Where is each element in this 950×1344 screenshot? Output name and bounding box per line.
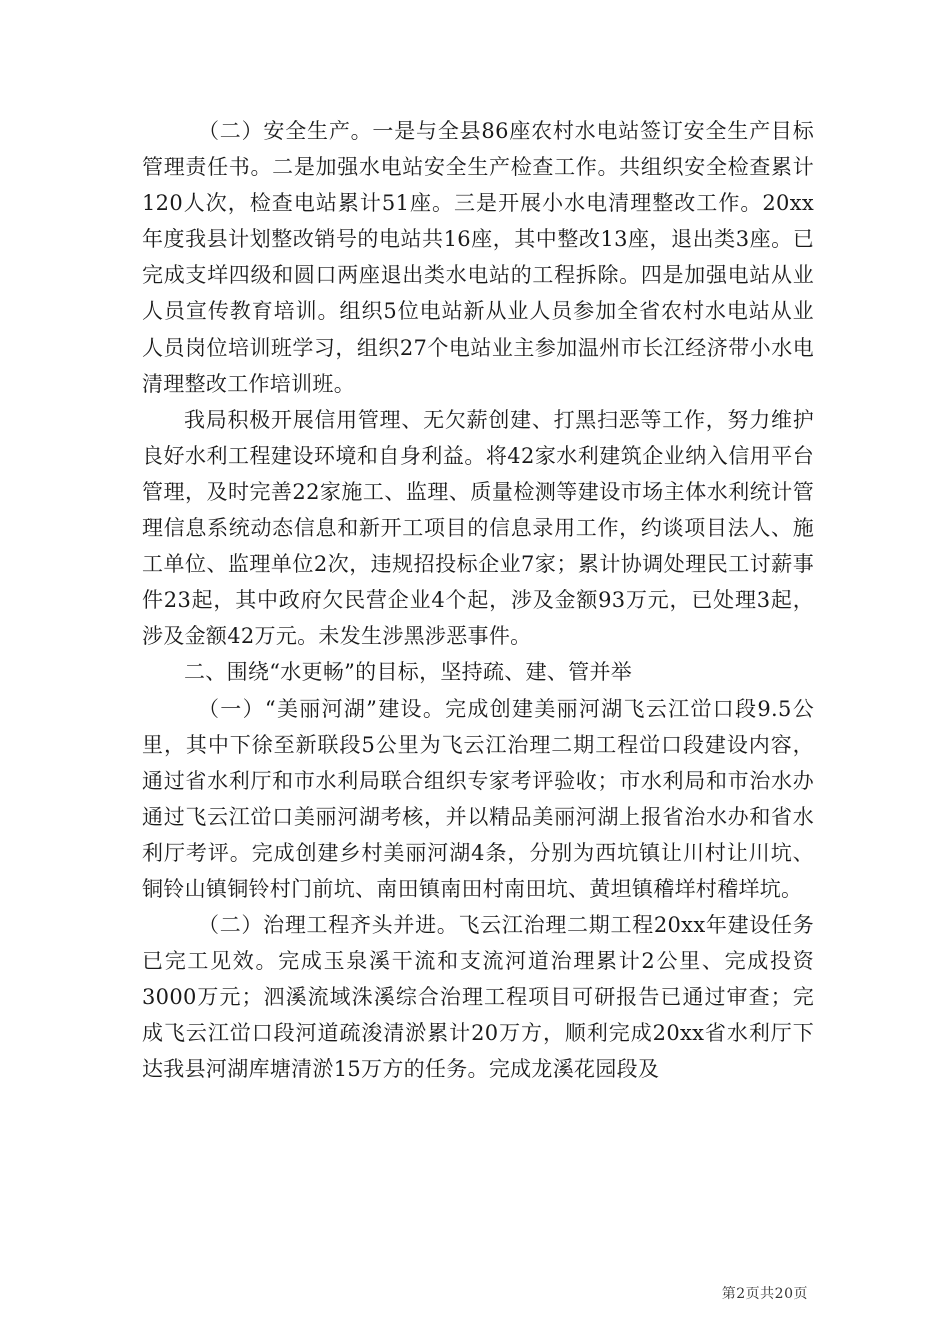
paragraph-credit-management: 我局积极开展信用管理、无欠薪创建、打黑扫恶等工作，努力维护良好水利工程建设环境和自身利益。将42家水利建筑企业纳入信用平台管理，及时完善22家施工、监理、质量检测等建设市场主体水利统计管理信息系统动态信息和新开工项目的信息录用工作，约谈项目法人、施工单位、监理单位2次，违规招投标企业7家；累计协调处理民工讨薪事件23起，其中政府欠民营企业4个起，涉及金额93万元，已处理3起，涉及金额42万元。未发生涉黑涉恶事件。 xyxy=(142,407,814,649)
paragraph-beautiful-rivers: （一）“美丽河湖”建设。完成创建美丽河湖飞云江峃口段9.5公里，其中下徐至新联段5公里为飞云江治理二期工程峃口段建设内容，通过省水利厅和市水利局联合组织专家考评验收；市水利局和市治水办通过飞云江峃口美丽河湖考核，并以精品美丽河湖上报省治水办和省水利厅考评。完成创建乡村美丽河湖4条，分别为西坑镇让川村让川坑、铜铃山镇铜铃村门前坑、南田镇南田村南田坑、黄坦镇稽垟村稽垟坑。 xyxy=(142,696,814,901)
section-heading-water-flow: 二、围绕“水更畅”的目标，坚持疏、建、管并举 xyxy=(184,660,633,685)
paragraph-safety-production: （二）安全生产。一是与全县86座农村水电站签订安全生产目标管理责任书。二是加强水电站安全生产检查工作。共组织安全检查累计120人次，检查电站累计51座。三是开展小水电清理整改工作。20xx年度我县计划整改销号的电站共16座，其中整改13座，退出类3座。已完成支垟四级和圆口两座退出类水电站的工程拆除。四是加强电站从业人员宣传教育培训。组织5位电站新从业人员参加全省农村水电站从业人员岗位培训班学习，组织27个电站业主参加温州市长江经济带小水电清理整改工作培训班。 xyxy=(142,119,814,396)
page-number-footer: 第2页共20页 xyxy=(721,1286,808,1302)
paragraph-governance-projects: （二）治理工程齐头并进。飞云江治理二期工程20xx年建设任务已完工见效。完成玉泉溪干流和支流河道治理累计2公里、完成投资3000万元；泗溪流域洙溪综合治理工程项目可研报告已通过审查；完成飞云江峃口段河道疏浚清淤累计20万方，顺利完成20xx省水利厅下达我县河湖库塘清淤15万方的任务。完成龙溪花园段及 xyxy=(142,913,814,1082)
document-body xyxy=(142,113,814,1088)
